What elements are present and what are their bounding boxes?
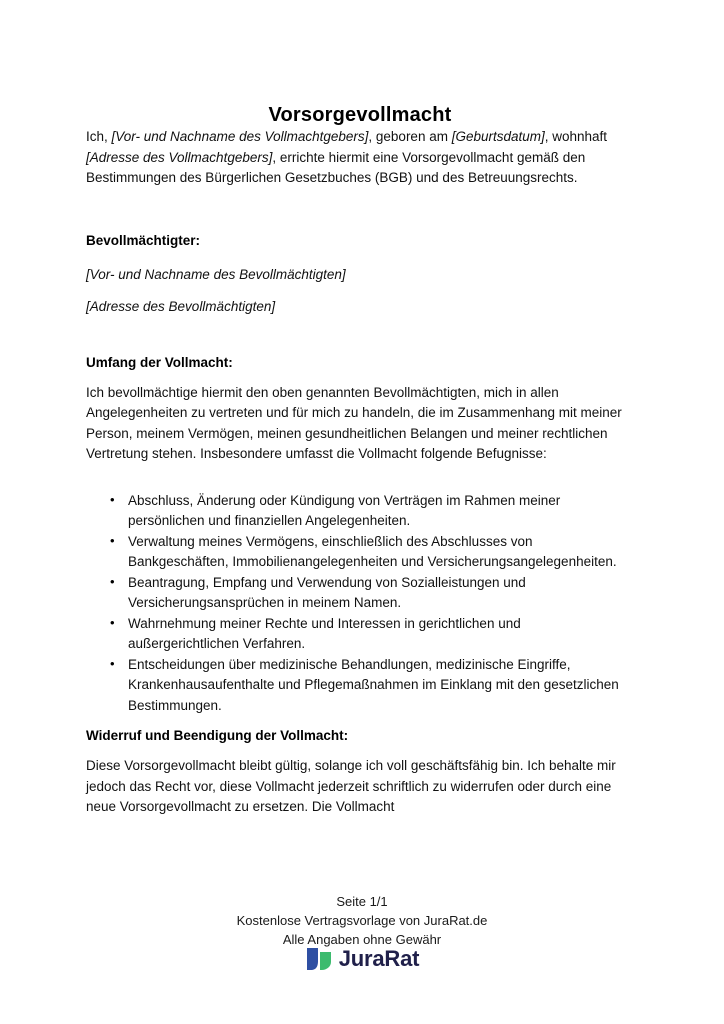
jurarat-logo-icon — [305, 946, 333, 972]
spacer — [86, 746, 634, 756]
spacer — [86, 285, 634, 297]
spacer — [86, 189, 634, 231]
spacer — [86, 465, 634, 491]
placeholder-geburtsdatum: [Geburtsdatum] — [451, 129, 545, 144]
page-footer — [0, 892, 724, 949]
list-item: • Beantragung, Empfang und Verwendung von Sozialleistungen und Versicherungsansprüchen in meinem Namen. — [128, 573, 634, 614]
placeholder-vollmachtgeber-adresse: [Adresse des Vollmachtgebers] — [86, 149, 273, 165]
befugnisse-list — [86, 491, 634, 717]
section-heading-umfang: Umfang der Vollmacht: — [86, 354, 233, 370]
list-item: • Verwaltung meines Vermögens, einschließlich des Abschlusses von Bankgeschäften, Immobilienangelegenheiten und Versicherungsangelegenheiten. — [128, 532, 634, 573]
document-content — [86, 0, 634, 818]
spacer — [86, 318, 634, 353]
footer-source-line: Kostenlose Vertragsvorlage von JuraRat.de — [236, 913, 488, 928]
section-heading-bevollmaechtigter: Bevollmächtigter: — [86, 232, 201, 248]
spacer — [86, 716, 634, 726]
list-item: • Entscheidungen über medizinische Behandlungen, medizinische Eingriffe, Krankenhausaufenthalte und Pflegemaßnahmen im Einklang mit den gesetzlichen Bestimmungen. — [128, 655, 634, 717]
placeholder-bevollmaechtigter-name: [Vor- und Nachname des Bevollmächtigten] — [86, 266, 346, 282]
spacer — [86, 373, 634, 383]
list-item: • Wahrnehmung meiner Rechte und Interessen in gerichtlichen und außergerichtlichen Verfahren. — [128, 614, 634, 655]
section-heading-widerruf: Widerruf und Beendigung der Vollmacht: — [86, 728, 349, 743]
intro-paragraph — [86, 127, 634, 189]
brand-name: JuraRat — [338, 946, 420, 971]
widerruf-body-paragraph: Diese Vorsorgevollmacht bleibt gültig, solange ich voll geschäftsfähig bin. Ich behalte mir jedoch das Recht vor, diese Vollmacht jederzeit schriftlich zu widerrufen oder durch eine neue Vorsorgevollmacht zu ersetzen. Die Vollmacht — [86, 758, 616, 814]
brand-logo — [0, 946, 724, 972]
list-item: • Abschluss, Änderung oder Kündigung von Verträgen im Rahmen meiner persönlichen und finanziellen Angelegenheiten. — [128, 491, 634, 532]
intro-prefix: Ich, — [86, 129, 112, 144]
intro-middle-2: , wohnhaft — [544, 129, 608, 144]
intro-suffix: , errichte hiermit eine Vorsorgevollmacht gemäß den Bestimmungen des Bürgerlichen Gesetzbuches (BGB) und des Betreuungsrechts. — [86, 149, 586, 185]
footer-page-number: Seite 1/1 — [336, 894, 388, 909]
intro-middle-1: , geboren am — [368, 129, 452, 144]
umfang-body-paragraph: Ich bevollmächtige hiermit den oben genannten Bevollmächtigten, mich in allen Angelegenheiten zu vertreten und für mich zu handeln, die im Zusammenhang mit meiner Person, meinem Vermögen, meinen gesundheitlichen Belangen und meiner rechtlichen Vertretung stehen. Insbesondere umfasst die Vollmacht folgende Befugnisse: — [86, 384, 622, 461]
footer-disclaimer-line: Alle Angaben ohne Gewähr — [282, 932, 442, 947]
placeholder-vollmachtgeber-name: [Vor- und Nachname des Vollmachtgebers] — [111, 129, 369, 144]
spacer — [86, 251, 634, 265]
page-title: Vorsorgevollmacht — [268, 104, 452, 126]
placeholder-bevollmaechtigter-adresse: [Adresse des Bevollmächtigten] — [86, 299, 276, 314]
